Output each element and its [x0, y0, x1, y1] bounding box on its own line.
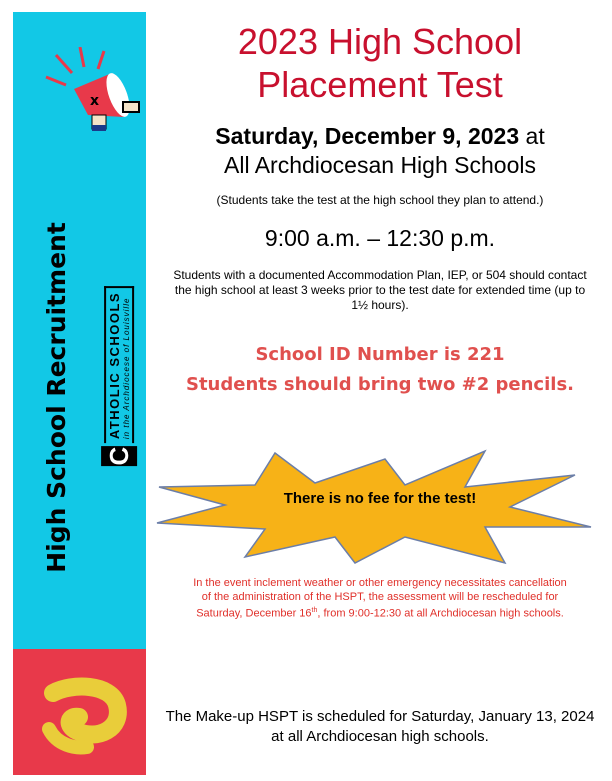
school-id: School ID Number is 221: [255, 344, 505, 365]
catholic-schools-logo: [89, 267, 149, 485]
svg-text:x: x: [90, 93, 100, 109]
makeup-note: The Make-up HSPT is scheduled for Saturday, January 13, 2024 at all Archdiocesan high schools.: [165, 708, 595, 745]
test-time: 9:00 a.m. – 12:30 p.m.: [264, 225, 496, 251]
pencil-note: Students should bring two #2 pencils.: [185, 374, 574, 395]
accommodation-note: Students with a documented Accommodation Plan, IEP, or 504 should contact the high school at least 3 weeks prior to the test date for extended time (up to 1½ hours).: [173, 268, 587, 312]
weather-note: In the event inclement weather or other emergency necessitates cancellation of the administration of the HSPT, the assessment will be rescheduled for Saturday, December 16th, from 9:00-12:30 at all Archdiocesan high schools.: [193, 577, 567, 620]
test-date-suffix: at: [519, 123, 545, 149]
test-location: All Archdiocesan High Schools: [224, 152, 536, 178]
test-date: [160, 122, 600, 150]
hook-logo-icon: [13, 649, 146, 775]
logo-sub-text: in the Archdiocese of Louisville: [122, 297, 132, 440]
title-line-1: 2023 High School: [237, 21, 523, 62]
megaphone-icon: [38, 47, 158, 147]
vertical-title: High School Recruitment: [41, 221, 71, 573]
red-logo-block: [13, 649, 146, 775]
logo-letter: C: [101, 446, 137, 466]
sidebar-banner: [13, 12, 146, 775]
test-date-bold: Saturday, December 9, 2023: [215, 123, 520, 149]
logo-main-text: ATHOLIC SCHOOLS: [107, 291, 123, 440]
fee-note: There is no fee for the test!: [283, 490, 477, 507]
attend-note: (Students take the test at the high school they plan to attend.): [216, 193, 544, 207]
page-title: [160, 20, 600, 106]
title-line-2: Placement Test: [257, 64, 503, 105]
